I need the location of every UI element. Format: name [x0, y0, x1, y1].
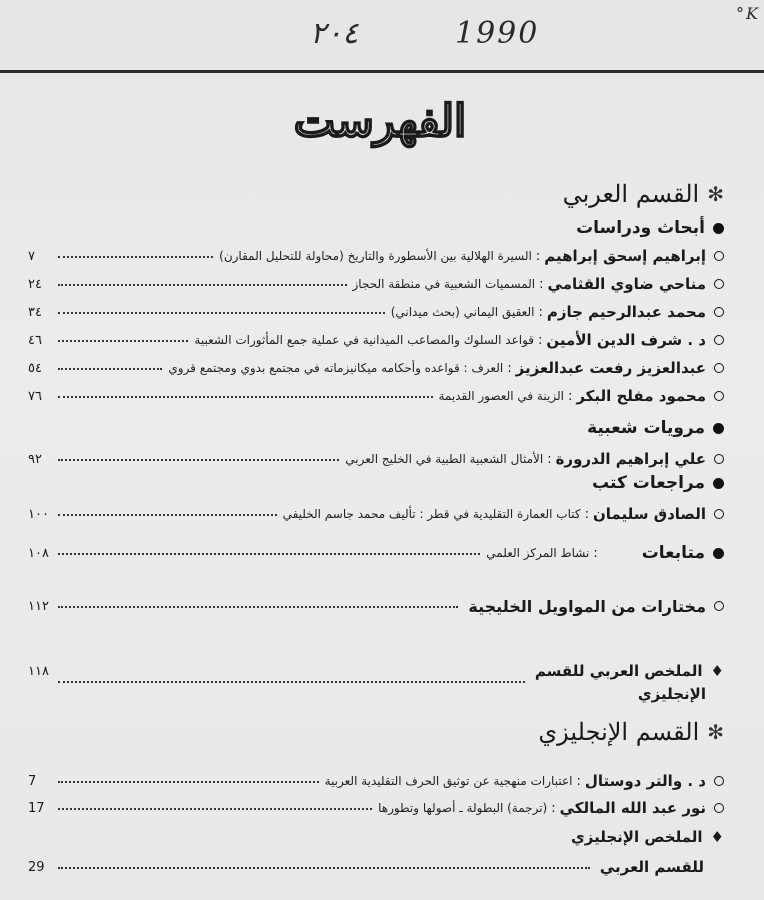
page-number: 29: [28, 859, 45, 875]
toc-row[interactable]: عبدالعزيز رفعت عبدالعزيز : العرف : قواعده وأحكامه ميكانيزماته في مجتمع بدوي ومجتمع قروي ٥٤: [28, 357, 724, 379]
toc-row[interactable]: إبراهيم إسحق إبراهيم : السيرة الهلالية بين الأسطورة والتاريخ (محاولة للتحليل المقارن) ٧: [28, 245, 724, 267]
diamond-bullet-icon: ♦: [710, 662, 724, 680]
toc-row[interactable]: نور عبد الله المالكي : (ترجمة) البطولة ـ أصولها وتطورها 17: [28, 797, 724, 819]
toc-row[interactable]: د . شرف الدين الأمين : قواعد السلوك والمصاعب الميدانية في عملية جمع المأثورات الشعبية ٤٦: [28, 329, 724, 351]
asterisk-icon: ✻: [707, 720, 724, 744]
circle-bullet-icon: [714, 391, 724, 401]
page-number: ٢٤: [28, 276, 42, 292]
category-book-reviews: مراجعات كتب: [592, 473, 724, 493]
filled-dot-icon: [713, 478, 724, 489]
handwritten-corner-mark: °K: [736, 4, 760, 23]
circle-bullet-icon: [714, 251, 724, 261]
page-number: ١٠٨: [28, 545, 49, 561]
toc-row[interactable]: محمد عبدالرحيم جازم : العقيق اليماني (بحث ميداني) ٣٤: [28, 301, 724, 323]
category-narratives: مرويات شعبية: [587, 418, 724, 438]
toc-row[interactable]: الصادق سليمان : كتاب العمارة التقليدية في قطر : تأليف محمد جاسم الخليفي ١٠٠: [28, 503, 724, 525]
page-number: ١٠٠: [28, 506, 49, 522]
handwritten-code: ٢٠٤: [310, 16, 359, 51]
toc-row-english-summary-line2[interactable]: للقسم العربي 29: [28, 858, 704, 876]
toc-row[interactable]: مناحي ضاوي القثامي : المسميات الشعبية في منطقة الحجاز ٢٤: [28, 273, 724, 295]
page-number: ٧: [28, 248, 35, 264]
circle-bullet-icon: [714, 803, 724, 813]
top-rule: [0, 70, 764, 73]
circle-bullet-icon: [714, 307, 724, 317]
page-number: ٩٢: [28, 451, 42, 467]
circle-bullet-icon: [714, 601, 724, 611]
toc-row-english-summary[interactable]: ♦ الملخص الإنجليزي: [571, 828, 724, 846]
page-title: الفهرست: [293, 96, 467, 147]
page-number: ٧٦: [28, 388, 42, 404]
diamond-bullet-icon: ♦: [710, 828, 724, 846]
handwritten-year: 1990: [455, 16, 540, 51]
toc-row[interactable]: علي إبراهيم الدرورة : الأمثال الشعبية الطبية في الخليج العربي ٩٢: [28, 448, 724, 470]
filled-dot-icon: [713, 548, 724, 559]
arabic-section-heading: ✻ القسم العربي: [562, 180, 724, 208]
toc-row-followups[interactable]: متابعات : نشاط المركز العلمي ١٠٨: [28, 542, 724, 564]
filled-dot-icon: [713, 223, 724, 234]
circle-bullet-icon: [714, 454, 724, 464]
page-number: ١١٢: [28, 598, 49, 614]
page-number: ٣٤: [28, 304, 42, 320]
toc-row[interactable]: محمود مفلح البكر : الزينة في العصور القديمة ٧٦: [28, 385, 724, 407]
arabic-summary-line2: الإنجليزي: [637, 685, 706, 703]
page-number: ١١٨: [28, 663, 49, 679]
english-section-heading: ✻ القسم الإنجليزي: [538, 718, 724, 746]
page-number: 17: [28, 800, 45, 816]
toc-row-arabic-summary[interactable]: ♦ الملخص العربي للقسم ١١٨: [28, 660, 724, 682]
circle-bullet-icon: [714, 279, 724, 289]
category-research: أبحاث ودراسات: [576, 218, 724, 238]
circle-bullet-icon: [714, 363, 724, 373]
page-number: 7: [28, 773, 37, 789]
page-number: ٤٦: [28, 332, 42, 348]
toc-row-selections[interactable]: مختارات من المواويل الخليجية ١١٢: [28, 595, 724, 617]
circle-bullet-icon: [714, 509, 724, 519]
toc-row[interactable]: د . والتر دوستال : اعتبارات منهجية عن توثيق الحرف التقليدية العربية 7: [28, 770, 724, 792]
circle-bullet-icon: [714, 335, 724, 345]
page-number: ٥٤: [28, 360, 42, 376]
filled-dot-icon: [713, 423, 724, 434]
asterisk-icon: ✻: [707, 182, 724, 206]
circle-bullet-icon: [714, 776, 724, 786]
